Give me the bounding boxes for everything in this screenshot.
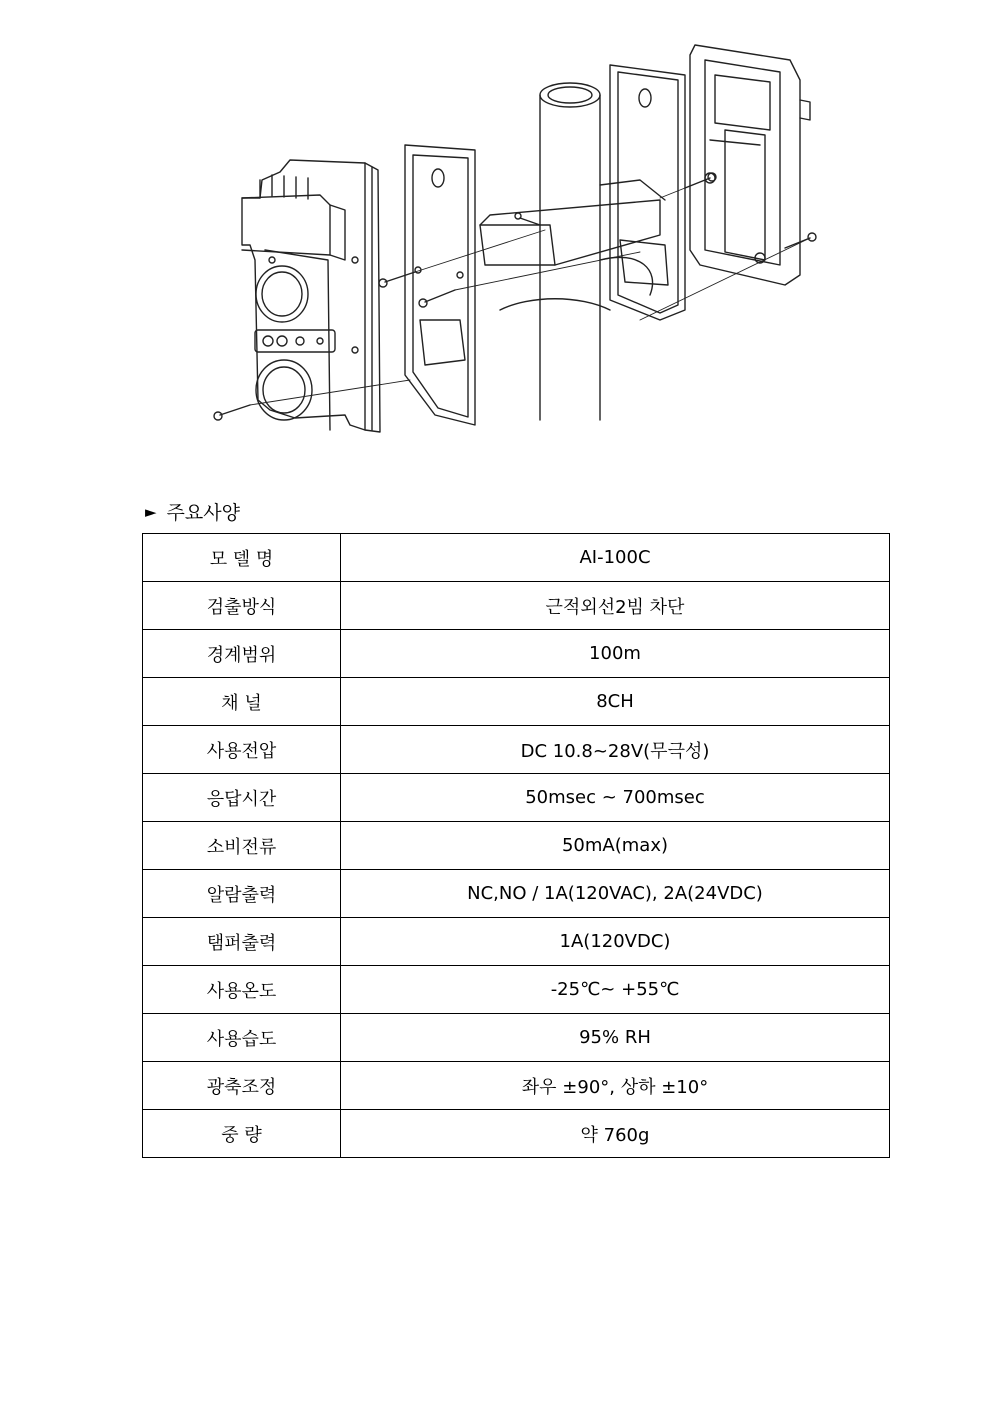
left-mounting-plate [405, 145, 475, 425]
spec-value: 95% RH [341, 1014, 890, 1062]
spec-value: -25℃~ +55℃ [341, 966, 890, 1014]
table-row [143, 822, 890, 870]
right-sensor-unit [690, 45, 810, 285]
spec-label: 소비전류 [143, 822, 341, 870]
spec-value: 50msec ~ 700msec [341, 774, 890, 822]
spec-label: 검출방식 [143, 582, 341, 630]
spec-heading [145, 498, 240, 525]
table-row [143, 534, 890, 582]
spec-heading-title: 주요사양 [166, 502, 240, 524]
table-row [143, 726, 890, 774]
spec-value: DC 10.8~28V(무극성) [341, 726, 890, 774]
spec-value: AI-100C [341, 534, 890, 582]
spec-label: 탬퍼출력 [143, 918, 341, 966]
spec-value: 8CH [341, 678, 890, 726]
table-row [143, 918, 890, 966]
table-row [143, 678, 890, 726]
spec-label: 광축조정 [143, 1062, 341, 1110]
left-sensor-unit [242, 160, 380, 432]
spec-value: 약 760g [341, 1110, 890, 1158]
mounting-pole [480, 83, 665, 420]
spec-label: 응답시간 [143, 774, 341, 822]
table-row [143, 966, 890, 1014]
spec-value: 1A(120VDC) [341, 918, 890, 966]
table-row [143, 870, 890, 918]
spec-label: 경계범위 [143, 630, 341, 678]
spec-table [142, 533, 890, 1158]
spec-label: 채 널 [143, 678, 341, 726]
table-row [143, 1014, 890, 1062]
spec-value: NC,NO / 1A(120VAC), 2A(24VDC) [341, 870, 890, 918]
table-row [143, 630, 890, 678]
spec-value: 100m [341, 630, 890, 678]
table-row [143, 1110, 890, 1158]
spec-label: 모 델 명 [143, 534, 341, 582]
spec-label: 사용온도 [143, 966, 341, 1014]
spec-label: 중 량 [143, 1110, 341, 1158]
table-row [143, 582, 890, 630]
spec-value: 근적외선2빔 차단 [341, 582, 890, 630]
triangle-arrow-icon: ► [145, 502, 157, 521]
spec-label: 사용전압 [143, 726, 341, 774]
spec-value: 좌우 ±90°, 상하 ±10° [341, 1062, 890, 1110]
spec-label: 사용습도 [143, 1014, 341, 1062]
spec-label: 알람출력 [143, 870, 341, 918]
spec-table-body [143, 534, 890, 1158]
table-row [143, 1062, 890, 1110]
table-row [143, 774, 890, 822]
spec-value: 50mA(max) [341, 822, 890, 870]
installation-diagram [200, 20, 840, 440]
